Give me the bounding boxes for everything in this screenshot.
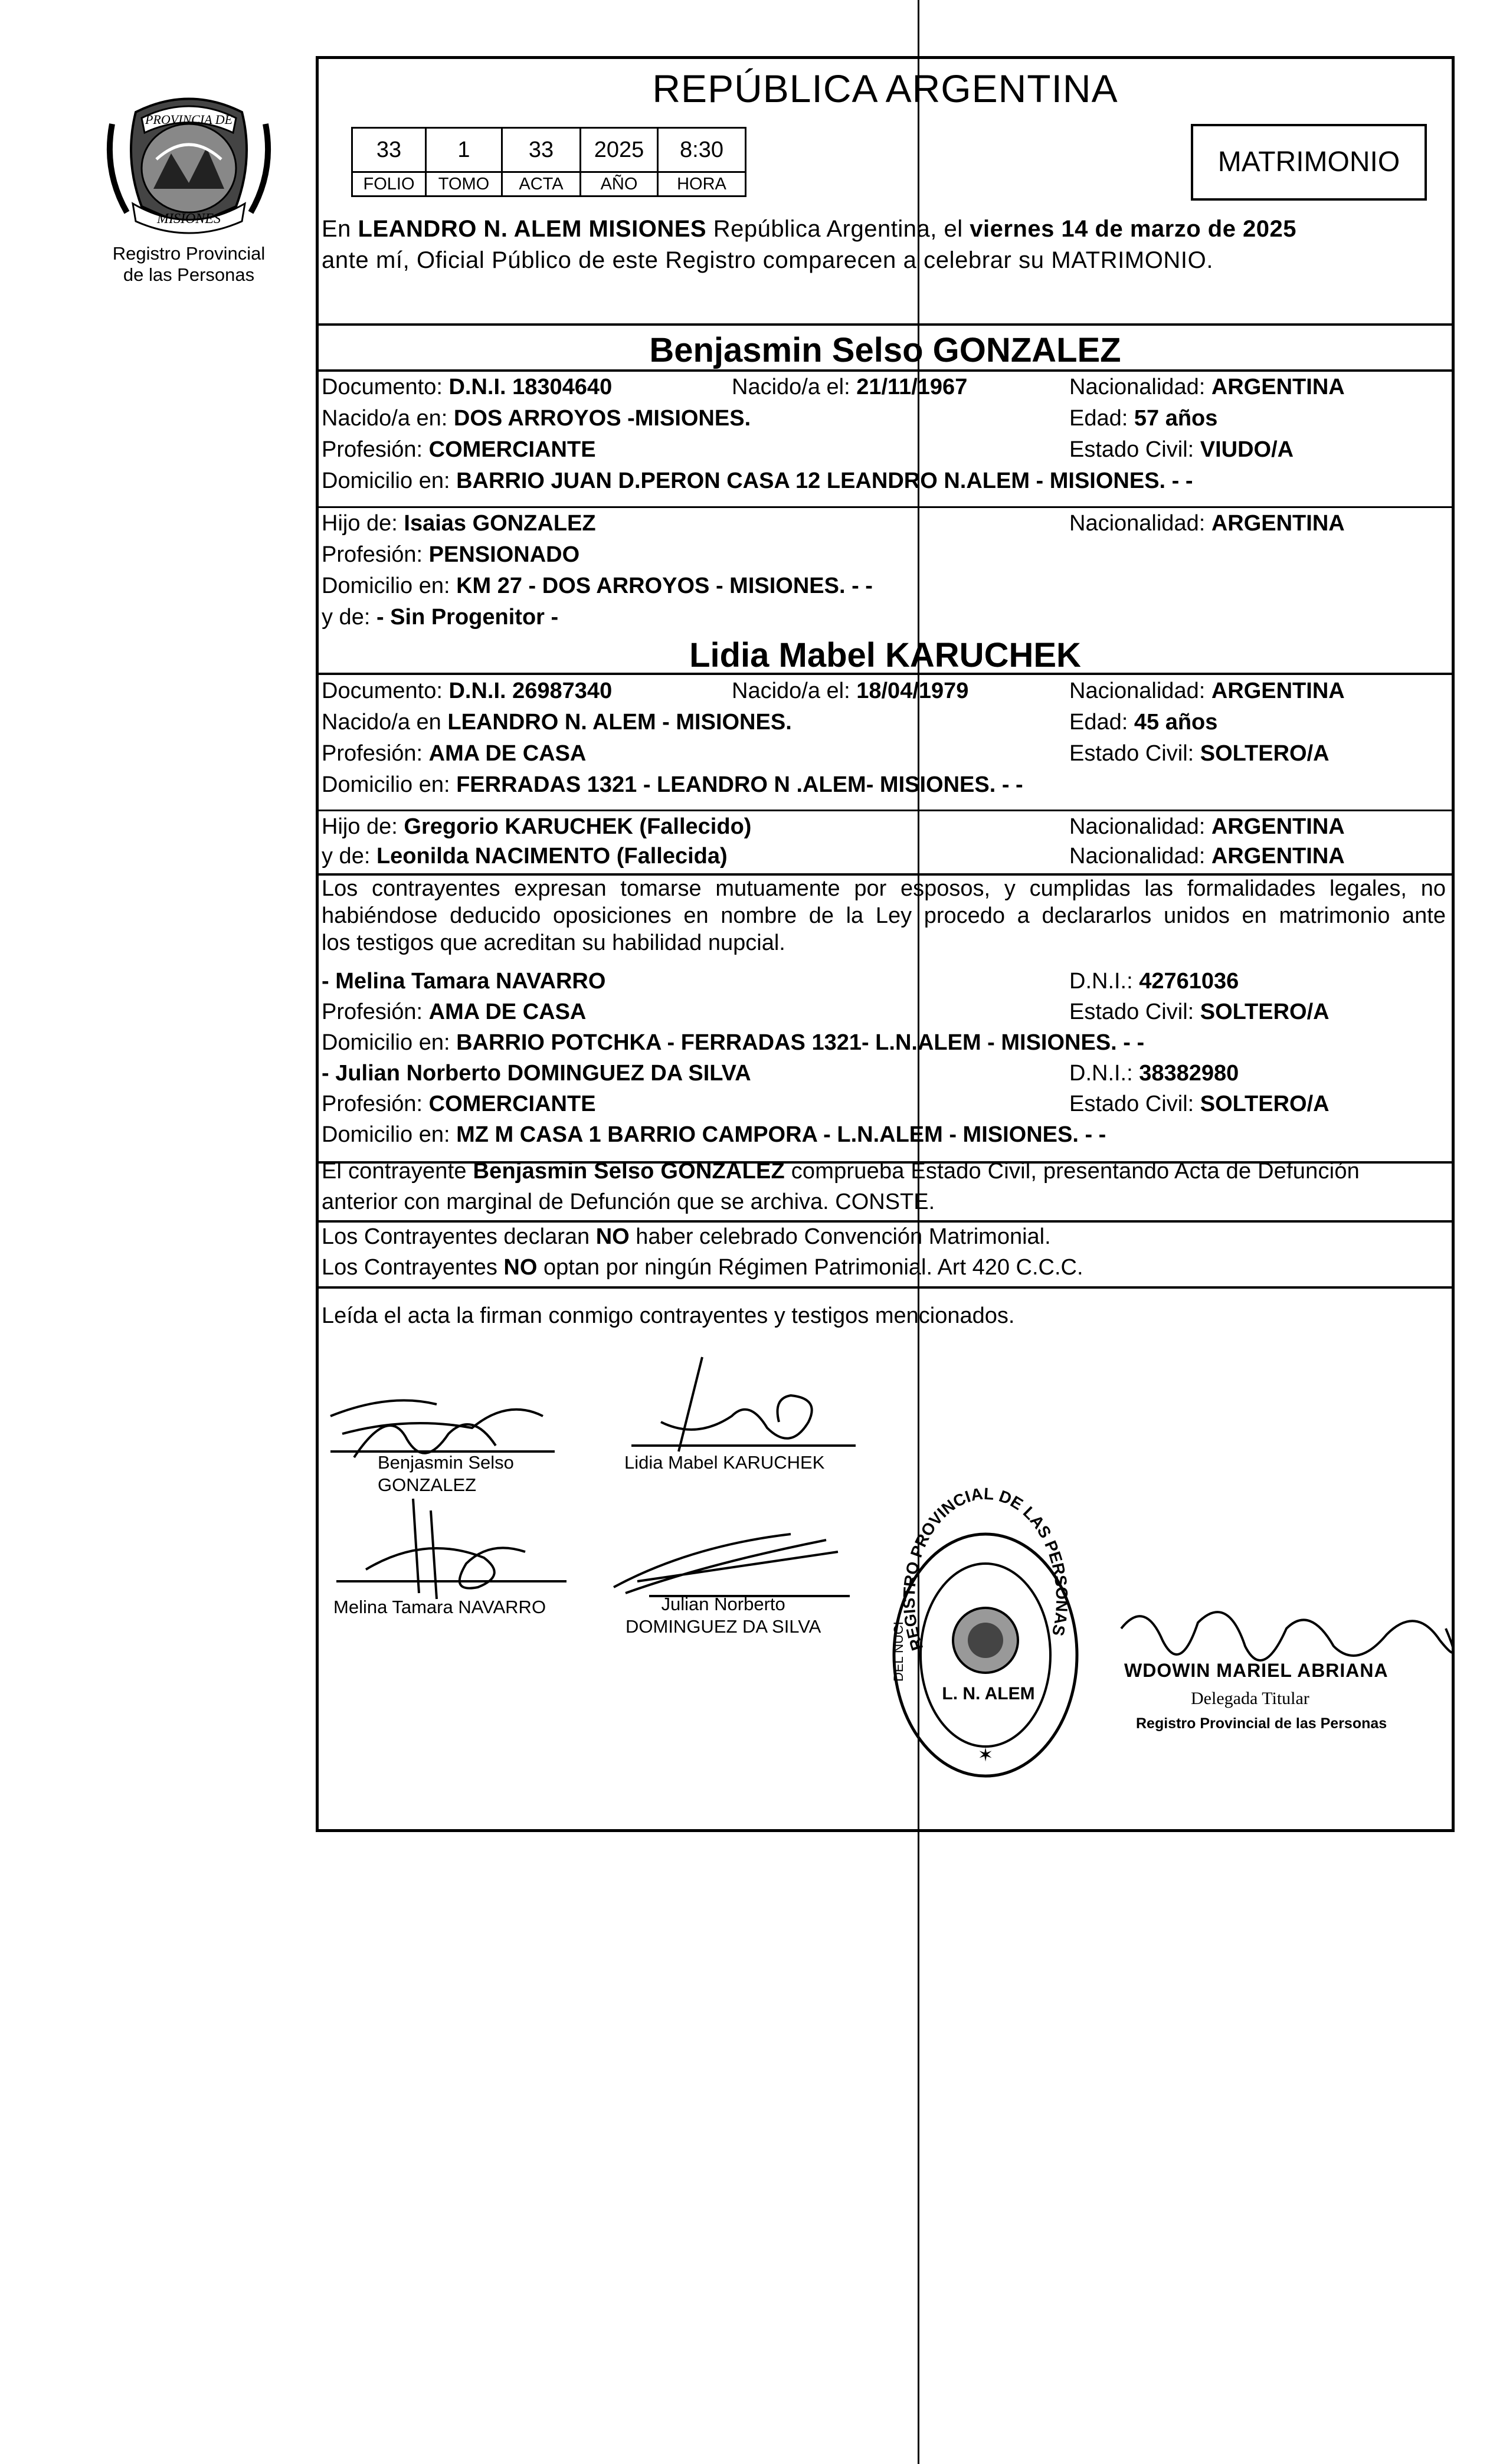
witness2-civil-status: Estado Civil: SOLTERO/A <box>1069 1092 1330 1116</box>
closing-line: Leída el acta la firman conmigo contrayentes y testigos mencionados. <box>322 1303 1015 1328</box>
bride-nationality: Nacionalidad: ARGENTINA <box>1069 679 1345 703</box>
crest-caption <box>89 243 289 286</box>
groom-nationality: Nacionalidad: ARGENTINA <box>1069 375 1345 399</box>
crest-caption-line2: de las Personas <box>123 264 255 285</box>
bride-age: Edad: 45 años <box>1069 710 1218 735</box>
declaration-line-1: Los contrayentes expresan tomarse mutuamente por esposos, y cumplidas las formalidades legales, no <box>322 876 1446 901</box>
declaration-line-3: los testigos que acreditan su habilidad nupcial. <box>322 930 785 955</box>
crest-caption-line1: Registro Provincial <box>112 243 266 264</box>
witness2-signature-caption: Julian Norberto DOMINGUEZ DA SILVA <box>626 1594 821 1637</box>
groom-profession: Profesión: COMERCIANTE <box>322 437 596 462</box>
divider-bride-address <box>316 810 1455 811</box>
witness1-signature <box>330 1499 578 1605</box>
province-crest-emblem <box>100 89 277 236</box>
divider-note <box>316 1220 1455 1223</box>
crest-bottom-text: MISIONES <box>157 211 221 227</box>
divider-groom-address <box>316 506 1455 508</box>
bride-birth-date: Nacido/a el: 18/04/1979 <box>732 679 969 703</box>
bride-signature-caption: Lidia Mabel KARUCHEK <box>624 1452 825 1473</box>
hour-label: HORA <box>658 172 746 196</box>
bride-mother: y de: Leonilda NACIMENTO (Fallecida) <box>322 844 728 869</box>
tomo-label: TOMO <box>426 172 502 196</box>
groom-birth-place: Nacido/a en: DOS ARROYOS -MISIONES. <box>322 406 751 431</box>
page-title: REPÚBLICA ARGENTINA <box>652 67 1118 110</box>
convention-line-1: Los Contrayentes declaran NO haber celebrado Convención Matrimonial. <box>322 1224 1051 1249</box>
bride-father: Hijo de: Gregorio KARUCHEK (Fallecido) <box>322 814 752 839</box>
tomo-value: 1 <box>426 128 502 172</box>
intro-line-1: En LEANDRO N. ALEM MISIONES República Argentina, el viernes 14 de marzo de 2025 <box>322 216 1297 242</box>
divider-convention <box>316 1286 1455 1289</box>
groom-document: Documento: D.N.I. 18304640 <box>322 375 613 399</box>
groom-civil-status: Estado Civil: VIUDO/A <box>1069 437 1294 462</box>
bride-father-nationality: Nacionalidad: ARGENTINA <box>1069 814 1345 839</box>
seal-star-icon: ✶ <box>977 1744 994 1765</box>
witness2-address: Domicilio en: MZ M CASA 1 BARRIO CAMPORA - L.N.ALEM - MISIONES. - - <box>322 1122 1106 1147</box>
seal-center-text: L. N. ALEM <box>942 1684 1035 1703</box>
witness1-civil-status: Estado Civil: SOLTERO/A <box>1069 1000 1330 1024</box>
note-line-1: El contrayente Benjasmin Selso GONZALEZ comprueba Estado Civil, presentando Acta de Defunción <box>322 1159 1360 1184</box>
crest-top-text: PROVINCIA DE <box>145 112 233 127</box>
bride-birth-place: Nacido/a en LEANDRO N. ALEM - MISIONES. <box>322 710 792 735</box>
seal-side-text: DEL NUCI <box>891 1621 906 1682</box>
officer-stamp-name: WDOWIN MARIEL ABRIANA <box>1124 1660 1389 1681</box>
witness1-dni: D.N.I.: 42761036 <box>1069 969 1239 994</box>
intro-place: LEANDRO N. ALEM MISIONES <box>358 216 707 242</box>
year-value: 2025 <box>581 128 658 172</box>
bride-name: Lidia Mabel KARUCHEK <box>689 636 1081 674</box>
witness1-name: - Melina Tamara NAVARRO <box>322 969 606 994</box>
seal-ring-text: REGISTRO PROVINCIAL DE LAS PERSONAS <box>899 1484 1072 1653</box>
year-label: AÑO <box>581 172 658 196</box>
groom-father: Hijo de: Isaias GONZALEZ <box>322 511 596 536</box>
officer-title: Delegada Titular <box>1191 1689 1309 1708</box>
intro-line-2: ante mí, Oficial Público de este Registro comparecen a celebrar su MATRIMONIO. <box>322 247 1214 273</box>
witness2-signature <box>602 1522 862 1605</box>
witness1-address: Domicilio en: BARRIO POTCHKA - FERRADAS 1321- L.N.ALEM - MISIONES. - - <box>322 1030 1145 1055</box>
witness2-profession: Profesión: COMERCIANTE <box>322 1092 596 1116</box>
groom-age: Edad: 57 años <box>1069 406 1218 431</box>
note-line-2: anterior con marginal de Defunción que se archiva. CONSTE. <box>322 1190 935 1214</box>
bride-document: Documento: D.N.I. 26987340 <box>322 679 613 703</box>
groom-name: Benjasmin Selso GONZALEZ <box>649 331 1121 369</box>
intro-date: viernes 14 de marzo de 2025 <box>970 216 1297 242</box>
groom-address: Domicilio en: BARRIO JUAN D.PERON CASA 12 LEANDRO N.ALEM - MISIONES. - - <box>322 468 1193 493</box>
hour-value: 8:30 <box>658 128 746 172</box>
witness1-profession: Profesión: AMA DE CASA <box>322 1000 587 1024</box>
groom-father-profession: Profesión: PENSIONADO <box>322 542 580 567</box>
convention-line-2: Los Contrayentes NO optan por ningún Régimen Patrimonial. Art 420 C.C.C. <box>322 1255 1083 1280</box>
groom-father-nationality: Nacionalidad: ARGENTINA <box>1069 511 1345 536</box>
folio-table <box>351 127 746 197</box>
bride-civil-status: Estado Civil: SOLTERO/A <box>1069 741 1330 766</box>
document-type-box: MATRIMONIO <box>1191 124 1427 201</box>
groom-father-address: Domicilio en: KM 27 - DOS ARROYOS - MISIONES. - - <box>322 574 873 598</box>
folio-label: FOLIO <box>352 172 426 196</box>
registry-seal <box>885 1484 1086 1788</box>
witness2-dni: D.N.I.: 38382980 <box>1069 1061 1239 1086</box>
acta-label: ACTA <box>502 172 581 196</box>
groom-signature-caption: Benjasmin Selso GONZALEZ <box>378 1452 514 1495</box>
groom-birth-date: Nacido/a el: 21/11/1967 <box>732 375 968 399</box>
witness2-name: - Julian Norberto DOMINGUEZ DA SILVA <box>322 1061 751 1086</box>
bride-mother-nationality: Nacionalidad: ARGENTINA <box>1069 844 1345 869</box>
acta-value: 33 <box>502 128 581 172</box>
bride-address: Domicilio en: FERRADAS 1321 - LEANDRO N .ALEM- MISIONES. - - <box>322 772 1023 797</box>
witness1-signature-caption: Melina Tamara NAVARRO <box>333 1597 546 1617</box>
declaration-paragraph <box>322 875 1446 956</box>
officer-office: Registro Provincial de las Personas <box>1136 1715 1387 1732</box>
folio-value: 33 <box>352 128 426 172</box>
groom-mother: y de: - Sin Progenitor - <box>322 605 559 630</box>
bride-profession: Profesión: AMA DE CASA <box>322 741 587 766</box>
declaration-line-2: habiéndose deducido oposiciones en nombre de la Ley procedo a declararlos unidos en matrimonio ante <box>322 903 1446 928</box>
divider-header <box>316 323 1455 326</box>
